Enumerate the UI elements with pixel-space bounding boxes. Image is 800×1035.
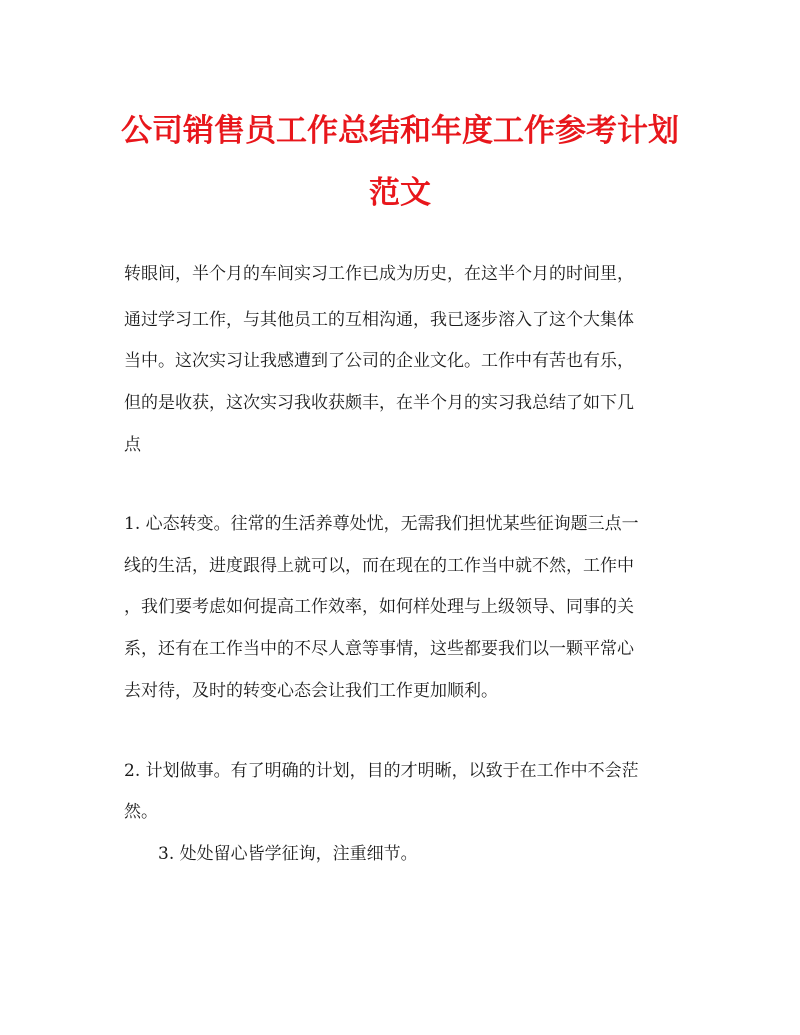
item-3-line: 3. 处处留心皆学征询，注重细节。 (158, 844, 418, 864)
title-line-2: 范文 (369, 175, 431, 211)
paragraph-1-line-1: 转眼间，半个月的车间实习工作已成为历史，在这半个月的时间里， (124, 264, 634, 284)
item-1-line-2: 线的生活，进度跟得上就可以，而在现在的工作当中就不然，工作中 (124, 556, 634, 576)
item-1-line-3: ，我们要考虑如何提高工作效率，如何样处理与上级领导、同事的关 (124, 597, 634, 617)
item-1-line-1: 1. 心态转变。往常的生活养尊处忧，无需我们担忧某些征询题三点一 (124, 514, 639, 534)
paragraph-1-line-3: 当中。这次实习让我感遭到了公司的企业文化。工作中有苦也有乐， (124, 351, 634, 371)
item-2-line-1: 2. 计划做事。有了明确的计划，目的才明晰，以致于在工作中不会茫 (124, 761, 639, 781)
item-1-line-5: 去对待，及时的转变心态会让我们工作更加顺利。 (124, 681, 498, 701)
item-2-line-2: 然。 (124, 802, 158, 822)
item-1-line-4: 系，还有在工作当中的不尽人意等事情，这些都要我们以一颗平常心 (124, 639, 634, 659)
title-line-1: 公司销售员工作总结和年度工作参考计划 (121, 113, 679, 149)
paragraph-1-line-5: 点 (124, 435, 141, 455)
document-title (110, 100, 690, 224)
paragraph-1-line-2: 通过学习工作，与其他员工的互相沟通，我已逐步溶入了这个大集体 (124, 310, 634, 330)
paragraph-1-line-4: 但的是收获，这次实习我收获颇丰，在半个月的实习我总结了如下几 (124, 393, 634, 413)
